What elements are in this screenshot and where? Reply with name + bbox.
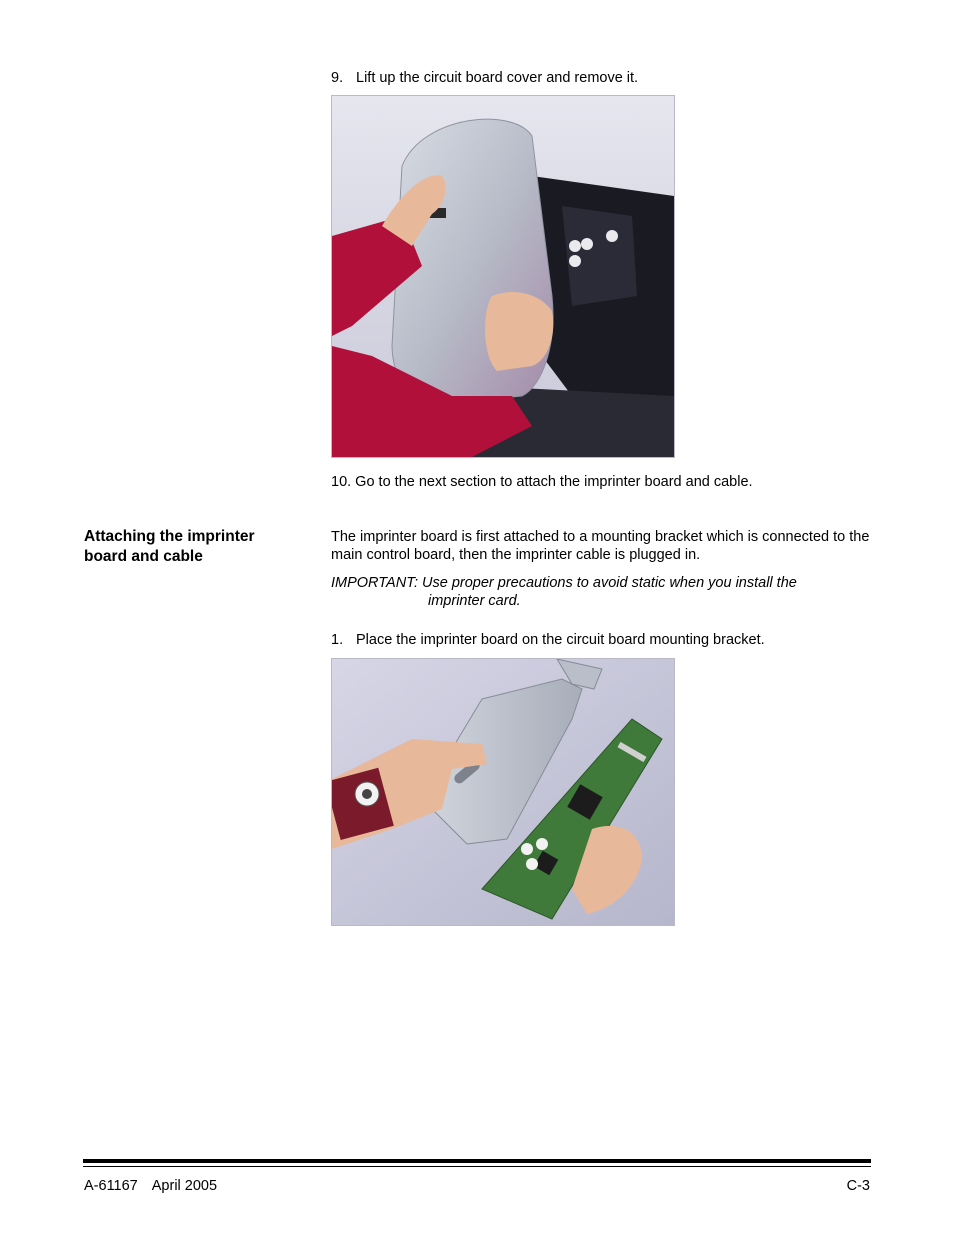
page-number: C-3 — [846, 1178, 870, 1194]
important-note-line-1: IMPORTANT: Use proper precautions to avoid static when you install the — [331, 575, 797, 591]
section-heading-line-1: Attaching the imprinter — [84, 528, 255, 545]
section-heading-line-2: board and cable — [84, 548, 203, 565]
footer-rule-thick — [83, 1159, 871, 1163]
step-1-text: Place the imprinter board on the circuit board mounting bracket. — [356, 632, 765, 648]
important-note-line-2: imprinter card. — [428, 593, 521, 609]
photo-imprinter-board — [331, 658, 675, 926]
step-1-number: 1. — [331, 632, 344, 648]
section-heading — [84, 527, 304, 567]
step-9 — [331, 69, 638, 87]
step-9-number: 9. — [331, 70, 344, 86]
footer-left — [84, 1177, 217, 1195]
step-1 — [331, 631, 765, 649]
doc-number: A-61167 — [84, 1178, 138, 1194]
step-10: 10. Go to the next section to attach the imprinter board and cable. — [331, 474, 753, 490]
footer-rule-thin — [83, 1166, 871, 1167]
step-9-text: Lift up the circuit board cover and remove it. — [356, 70, 639, 86]
doc-date: April 2005 — [151, 1178, 218, 1194]
photo-remove-cover-illustration — [332, 96, 674, 457]
section-intro: The imprinter board is first attached to a mounting bracket which is connected to the main control board, then the imprinter cable is plugged in. — [331, 529, 870, 563]
photo-remove-cover — [331, 95, 675, 458]
photo-imprinter-board-illustration — [332, 659, 674, 925]
important-note — [331, 574, 871, 610]
